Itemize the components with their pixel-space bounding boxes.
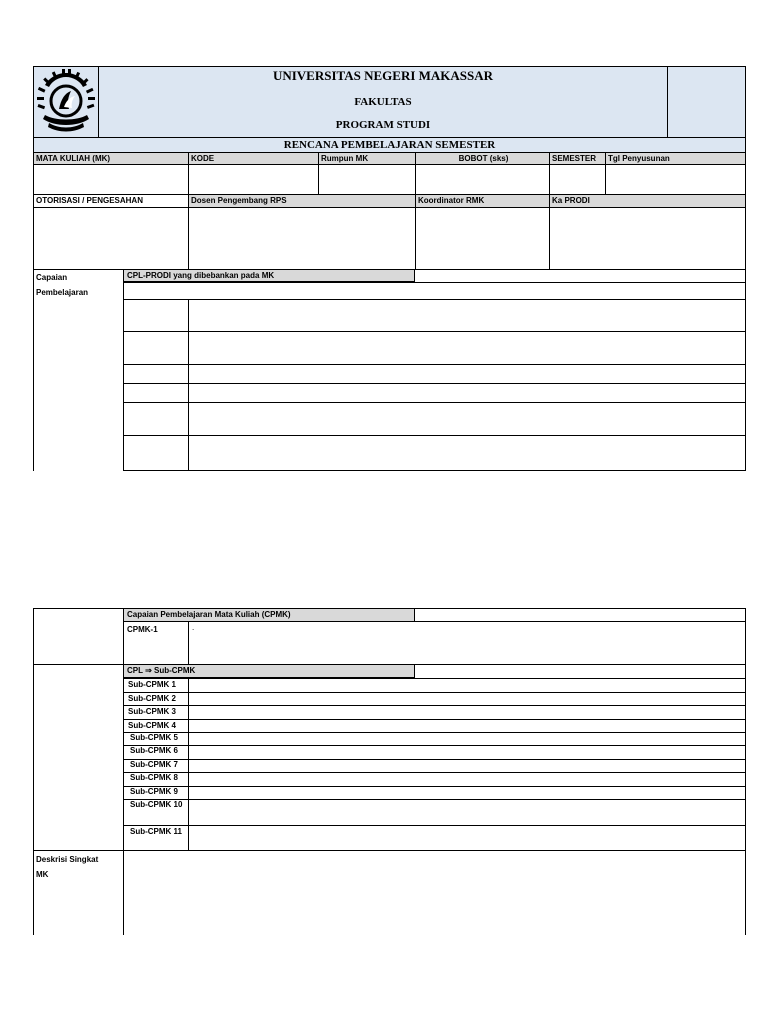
rps-form-page-1: [33, 66, 746, 471]
sub-cpmk-field[interactable]: [189, 733, 745, 745]
cpl-row-field[interactable]: [189, 365, 745, 383]
coordinator-label: Koordinator RMK: [418, 196, 485, 205]
cpl-row-field[interactable]: [189, 384, 745, 402]
header-right-cell: [667, 66, 746, 138]
developer-label: Dosen Pengembang RPS: [191, 196, 287, 205]
course-value-field[interactable]: [34, 165, 188, 194]
sub-cpmk-label: Sub-CPMK 5: [130, 733, 178, 742]
sub-cpmk-header: CPL ⇒ Sub-CPMK: [123, 664, 415, 678]
faculty-name: FAKULTAS: [354, 96, 412, 108]
sub-cpmk-field[interactable]: [189, 720, 745, 732]
semester-value-field[interactable]: [550, 165, 605, 194]
cpmk-header: Capaian Pembelajaran Mata Kuliah (CPMK): [123, 608, 415, 622]
university-logo-icon: [35, 69, 97, 135]
head-label: Ka PRODI: [552, 196, 590, 205]
document-title: RENCANA PEMBELAJARAN SEMESTER: [33, 137, 746, 153]
sub-cpmk-field[interactable]: [189, 706, 745, 719]
sub-cpmk-field[interactable]: [189, 787, 745, 799]
sub-cpmk-label: Sub-CPMK 8: [130, 773, 178, 782]
sub-cpmk-field[interactable]: [189, 679, 745, 692]
sub-cpmk-field[interactable]: [189, 760, 745, 772]
cpl-row-field[interactable]: [189, 403, 745, 435]
cpmk-1-value[interactable]: .: [192, 623, 195, 632]
date-value-field[interactable]: [606, 165, 745, 194]
logo-cell: [33, 66, 99, 138]
coordinator-signature-field[interactable]: [416, 208, 549, 269]
sub-cpmk-field[interactable]: [189, 826, 745, 850]
outcomes-label-line2: Pembelajaran: [36, 288, 89, 297]
head-signature-field[interactable]: [550, 208, 745, 269]
sub-cpmk-field[interactable]: [189, 693, 745, 705]
cpl-row-field[interactable]: [189, 436, 745, 470]
sub-cpmk-label: Sub-CPMK 7: [130, 760, 178, 769]
cpmk-1-label: CPMK-1: [127, 625, 158, 634]
course-label: MATA KULIAH (MK): [36, 154, 111, 163]
developer-signature-field[interactable]: [189, 208, 415, 269]
sub-cpmk-label: Sub-CPMK 9: [130, 787, 178, 796]
university-name: UNIVERSITAS NEGERI MAKASSAR: [272, 68, 494, 83]
cpl-row-field[interactable]: [189, 300, 745, 331]
sub-cpmk-field[interactable]: [189, 746, 745, 759]
cluster-value-field[interactable]: [319, 165, 415, 194]
code-value-field[interactable]: [189, 165, 318, 194]
credits-value-field[interactable]: [416, 165, 549, 194]
rps-form-page-2: [33, 608, 746, 935]
outcomes-label-line1: Capaian: [36, 273, 68, 282]
sub-cpmk-label: Sub-CPMK 2: [128, 694, 176, 703]
date-label: Tgl Penyusunan: [608, 154, 670, 163]
sub-cpmk-label: Sub-CPMK 1: [128, 680, 176, 689]
cluster-label: Rumpun MK: [321, 154, 369, 163]
sub-cpmk-field[interactable]: [189, 773, 745, 786]
description-label-line2: MK: [36, 870, 49, 879]
code-label: KODE: [191, 154, 215, 163]
description-label-line1: Deskrisi Singkat: [36, 855, 99, 864]
description-field[interactable]: [124, 851, 745, 935]
sub-cpmk-label: Sub-CPMK 10: [130, 800, 183, 809]
sub-cpmk-label: Sub-CPMK 3: [128, 707, 176, 716]
cpl-header: CPL-PRODI yang dibebankan pada MK: [123, 269, 415, 282]
sub-cpmk-label: Sub-CPMK 6: [130, 746, 178, 755]
program-name: PROGRAM STUDI: [335, 119, 431, 131]
sub-cpmk-label: Sub-CPMK 11: [130, 827, 183, 836]
sub-cpmk-label: Sub-CPMK 4: [128, 721, 176, 730]
sub-cpmk-field[interactable]: [189, 800, 745, 825]
authorization-label: OTORISASI / PENGESAHAN: [36, 196, 143, 205]
cpl-row-field[interactable]: [189, 332, 745, 364]
semester-label: SEMESTER: [552, 154, 597, 163]
credits-label: BOBOT (sks): [458, 154, 509, 163]
